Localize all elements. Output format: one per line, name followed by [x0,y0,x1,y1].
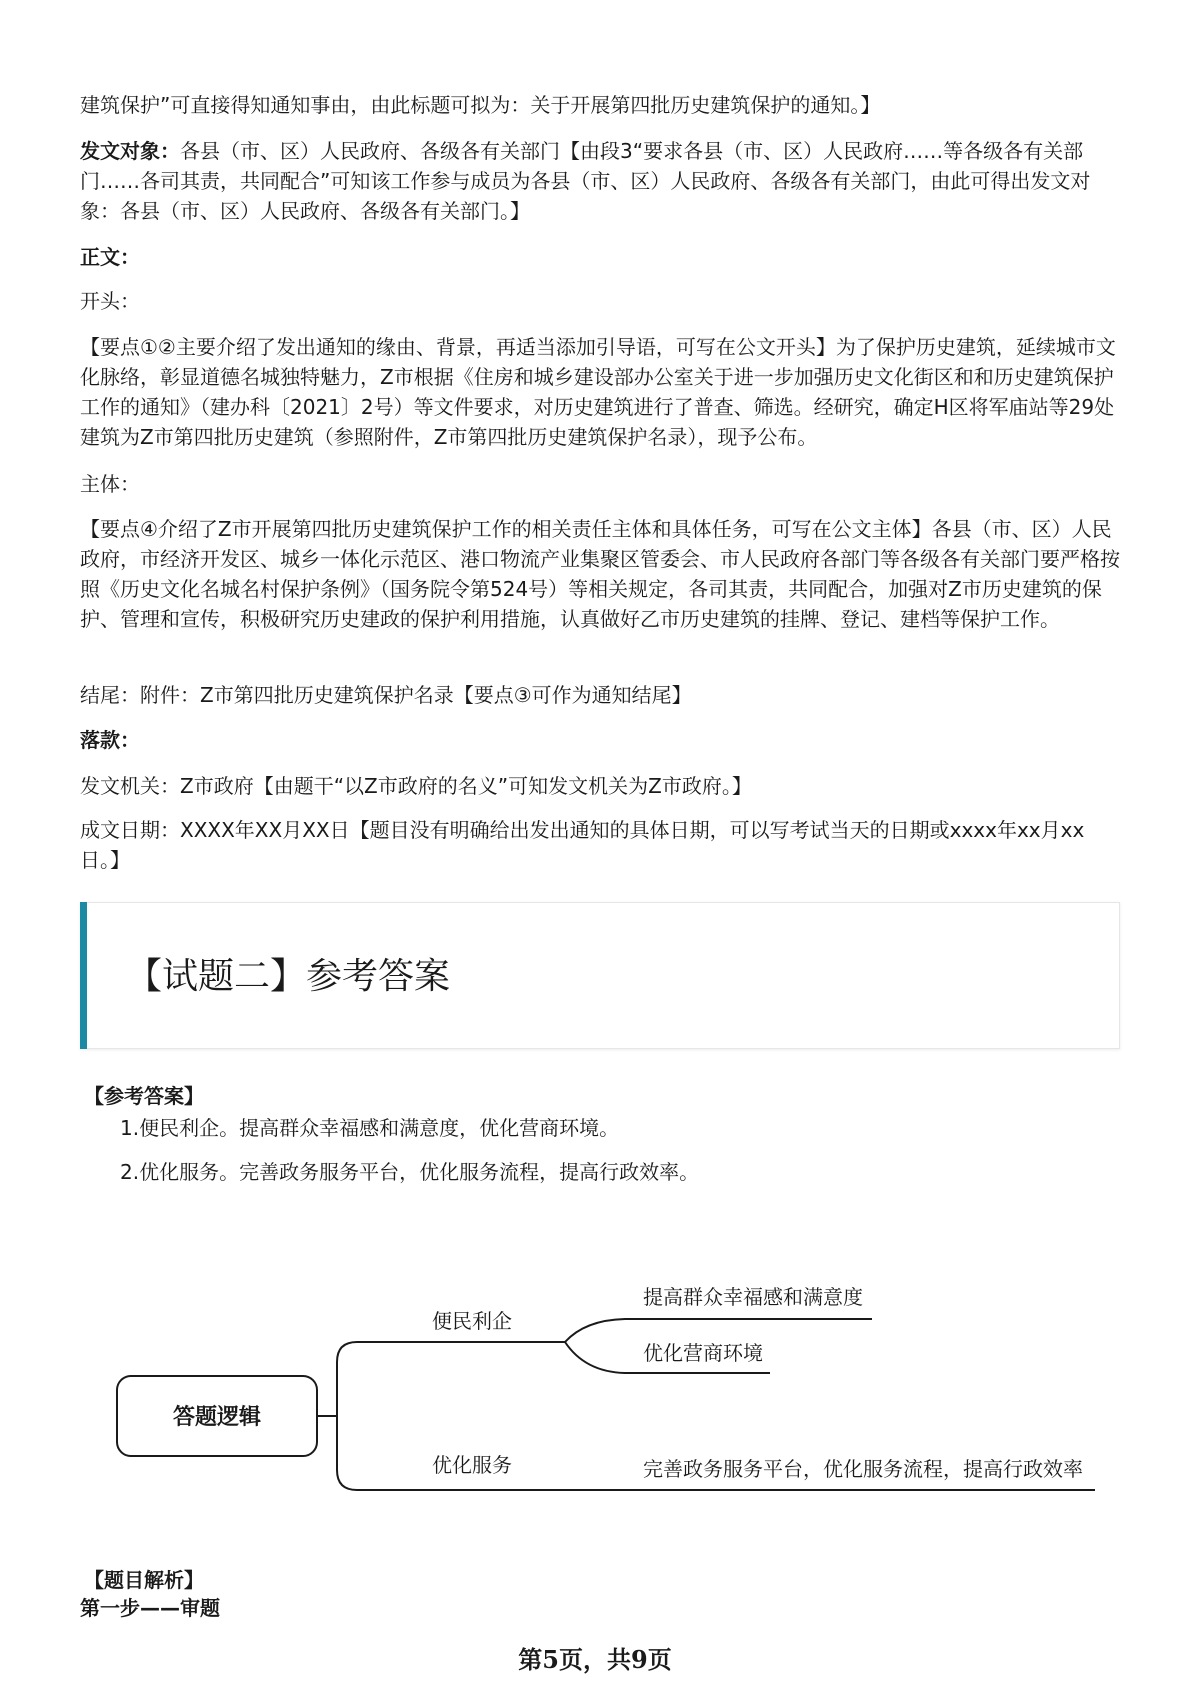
section-title: 【试题二】参考答案 [126,956,451,997]
answer-item-2: 2.优化服务。完善政务服务平台，优化服务流程，提高行政效率。 [120,1160,700,1184]
mindmap-leaf3-label: 完善政务服务平台，优化服务流程，提高行政效率 [643,1457,1083,1481]
answer-item-1: 1.便民利企。提高群众幸福感和满意度，优化营商环境。 [120,1116,620,1140]
label-body: 正文： [80,245,140,269]
paragraph-date: 成文日期：XXXX年XX月XX日【题目没有明确给出发出通知的具体日期，可以写考试当天的日期或xxxx年xx月xx日。】 [80,818,1085,872]
label-main: 主体： [80,472,140,496]
paragraph-opening: 【要点①②主要介绍了发出通知的缘由、背景，再适当添加引导语，可写在公文开头】为了保护历史建筑，延续城市文化脉络，彰显道德名城独特魅力，Z市根据《住房和城乡建设部办公室关于进一步加强历史文化街区和和历史建筑保护工作的通知》（建办科〔2021〕2号）等文件要求，对历史建筑进行了普查、筛选。经研究，确定H区将军庙站等29处建筑为Z市第四批历史建筑（参照附件，Z市第四批历史建筑保护名录），现予公布。 [80,335,1116,449]
mindmap-leaf1-label: 提高群众幸福感和满意度 [643,1285,863,1309]
analysis-step-1: 第一步——审题 [80,1596,220,1620]
analysis-heading: 【题目解析】 [84,1568,204,1592]
paragraph-issuer: 发文机关：Z市政府【由题干“以Z市政府的名义”可知发文机关为Z市政府。】 [80,774,752,798]
page-number: 第5页，共9页 [518,1645,672,1674]
mindmap-root-label: 答题逻辑 [172,1405,262,1430]
paragraph-main: 【要点④介绍了Z市开展第四批历史建筑保护工作的相关责任主体和具体任务，可写在公文主体】各县（市、区）人民政府，市经济开发区、城乡一体化示范区、港口物流产业集聚区管委会、市人民政府各部门等各级各有关部门要严格按照《历史文化名城名村保护条例》（国务院令第524号）等相关规定，各司其责，共同配合，加强对Z市历史建筑的保护、管理和宣传，积极研究历史建政的保护利用措施，认真做好乙市历史建筑的挂牌、登记、建档等保护工作。 [80,517,1120,631]
mindmap-connector-leaf1 [565,1319,872,1342]
paragraph-ending: 结尾：附件：Z市第四批历史建筑保护名录【要点③可作为通知结尾】 [80,683,692,707]
mindmap-connector-branch1 [337,1342,565,1416]
answer-heading: 【参考答案】 [84,1084,204,1108]
label-recipients: 发文对象： [80,139,180,163]
mindmap-branch2-label: 优化服务 [432,1453,512,1477]
label-signature: 落款： [80,728,140,752]
paragraph-title-note: 建筑保护”可直接得知通知事由，由此标题可拟为：关于开展第四批历史建筑保护的通知。】 [80,93,881,117]
label-opening: 开头： [80,289,140,313]
recipients-text: 各县（市、区）人民政府、各级各有关部门【由段3“要求各县（市、区）人民政府……等各级各有关部门……各司其责，共同配合”可知该工作参与成员为各县（市、区）人民政府、各级各有关部门，由此可得出发文对象：各县（市、区）人民政府、各级各有关部门。】 [80,139,1091,223]
mindmap-branch1-label: 便民利企 [432,1309,512,1333]
mindmap-leaf2-label: 优化营商环境 [643,1341,763,1365]
